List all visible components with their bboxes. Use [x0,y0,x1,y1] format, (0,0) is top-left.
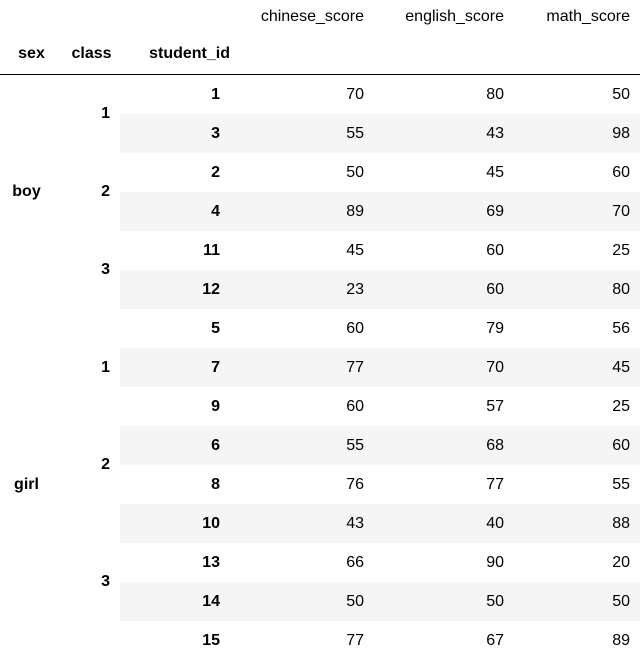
chinese-score-cell: 50 [230,153,374,192]
table-row [0,231,640,270]
math-score-cell: 45 [514,348,640,387]
english-score-cell: 60 [374,270,514,309]
student-id-cell: 6 [120,426,230,465]
chinese-score-cell: 76 [230,465,374,504]
student-id-cell: 1 [120,75,230,115]
class-index-cell: 3 [63,504,120,660]
student-id-cell: 7 [120,348,230,387]
chinese-score-cell: 60 [230,387,374,426]
english-score-cell: 50 [374,582,514,621]
math-score-cell: 60 [514,153,640,192]
chinese-score-cell: 45 [230,231,374,270]
header-spacer [120,0,230,33]
index-name: class [63,33,120,75]
header-spacer [230,33,374,75]
class-index-cell: 2 [63,153,120,231]
math-score-cell: 56 [514,309,640,348]
index-name-row [0,33,640,75]
table-row [0,426,640,465]
header-spacer [374,33,514,75]
english-score-cell: 68 [374,426,514,465]
column-header: english_score [405,7,504,25]
chinese-score-cell: 55 [230,426,374,465]
english-score-cell: 77 [374,465,514,504]
chinese-score-cell: 89 [230,192,374,231]
student-id-cell: 2 [120,153,230,192]
student-id-cell: 9 [120,387,230,426]
chinese-score-cell: 70 [230,75,374,115]
chinese-score-cell: 77 [230,348,374,387]
math-score-cell: 88 [514,504,640,543]
table-row [0,309,640,348]
column-header: math_score [546,7,630,25]
math-score-cell: 50 [514,582,640,621]
english-score-cell: 40 [374,504,514,543]
table-row [0,504,640,543]
index-name: sex [0,33,63,75]
english-score-cell: 45 [374,153,514,192]
student-id-cell: 10 [120,504,230,543]
chinese-score-cell: 43 [230,504,374,543]
class-index-cell: 2 [63,426,120,504]
table-body [0,75,640,661]
english-score-cell: 60 [374,231,514,270]
english-score-cell: 69 [374,192,514,231]
column-header: chinese_score [260,7,364,25]
math-score-cell: 98 [514,114,640,153]
student-id-cell: 14 [120,582,230,621]
student-id-cell: 15 [120,621,230,660]
student-id-cell: 11 [120,231,230,270]
class-index-cell: 1 [63,309,120,426]
sex-index-cell: girl [0,309,63,660]
header-spacer [514,33,640,75]
student-id-cell: 5 [120,309,230,348]
chinese-score-cell: 66 [230,543,374,582]
student-id-cell: 13 [120,543,230,582]
math-score-cell: 89 [514,621,640,660]
english-score-cell: 67 [374,621,514,660]
math-score-cell: 70 [514,192,640,231]
table-row [0,153,640,192]
header-spacer [0,0,63,33]
column-header-row [0,0,640,33]
math-score-cell: 60 [514,426,640,465]
student-id-cell: 12 [120,270,230,309]
student-id-cell: 8 [120,465,230,504]
english-score-cell: 57 [374,387,514,426]
english-score-cell: 43 [374,114,514,153]
math-score-cell: 20 [514,543,640,582]
english-score-cell: 80 [374,75,514,115]
student-id-cell: 4 [120,192,230,231]
chinese-score-cell: 60 [230,309,374,348]
chinese-score-cell: 23 [230,270,374,309]
math-score-cell: 55 [514,465,640,504]
sex-index-cell: boy [0,75,63,310]
chinese-score-cell: 77 [230,621,374,660]
table-row [0,75,640,115]
student-id-cell: 3 [120,114,230,153]
math-score-cell: 25 [514,231,640,270]
class-index-cell: 1 [63,75,120,154]
math-score-cell: 50 [514,75,640,115]
english-score-cell: 70 [374,348,514,387]
header-spacer [63,0,120,33]
english-score-cell: 79 [374,309,514,348]
math-score-cell: 25 [514,387,640,426]
english-score-cell: 90 [374,543,514,582]
chinese-score-cell: 50 [230,582,374,621]
chinese-score-cell: 55 [230,114,374,153]
math-score-cell: 80 [514,270,640,309]
index-name: student_id [120,33,230,75]
class-index-cell: 3 [63,231,120,309]
